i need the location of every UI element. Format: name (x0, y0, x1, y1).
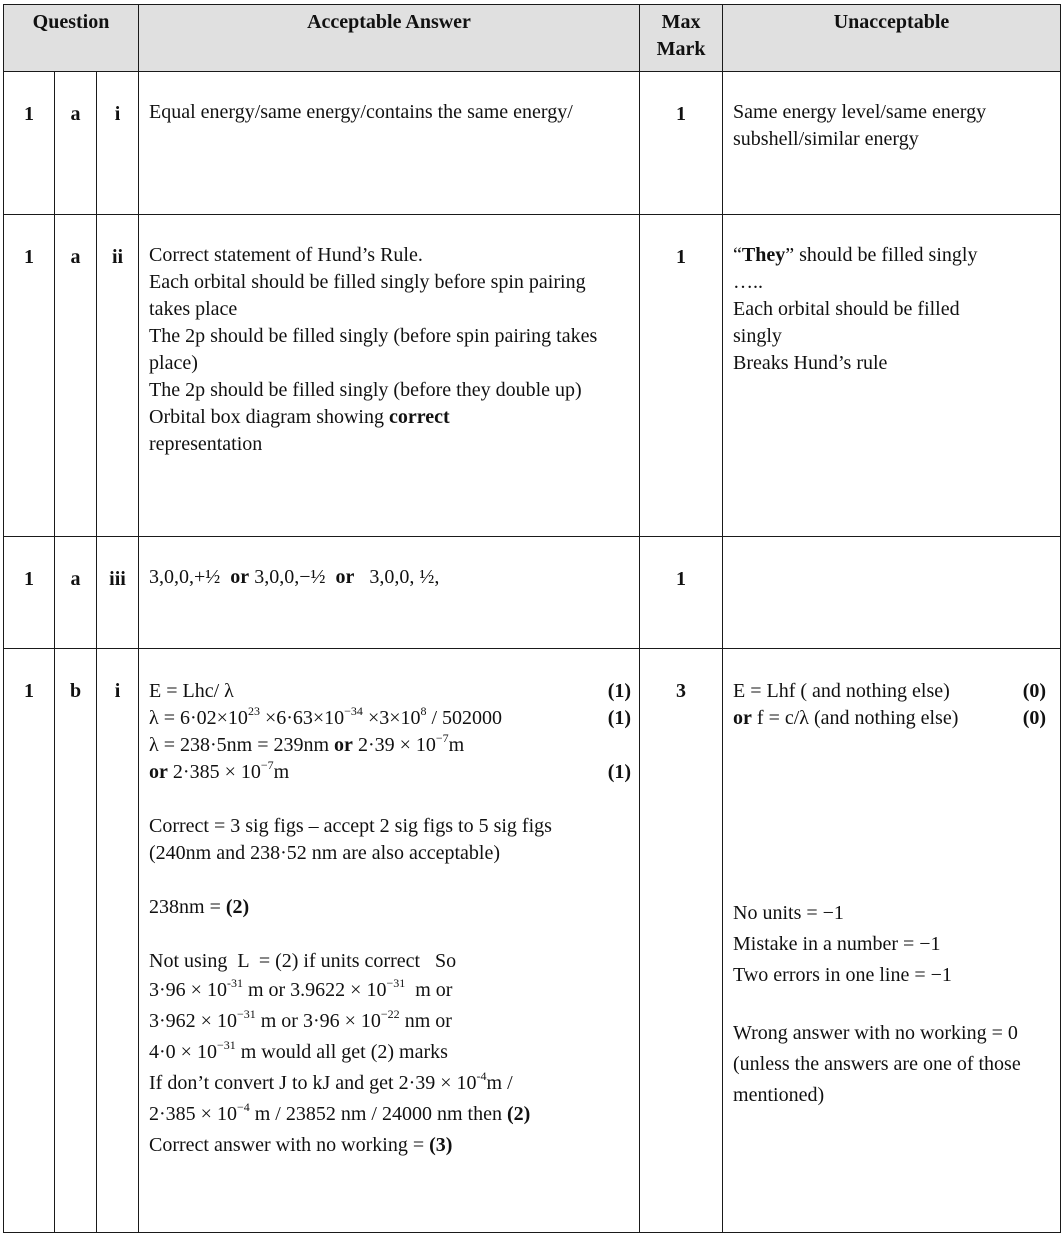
unacceptable-answer (723, 649, 1061, 1233)
equation-line (149, 705, 631, 732)
question-subpart: iii (97, 537, 139, 649)
equation-text: m (448, 734, 465, 756)
answer-text: m or 3·96 × 10 (255, 1010, 381, 1032)
exponent: -4 (476, 1069, 487, 1083)
question-subpart: i (97, 649, 139, 1233)
answer-line: representation (149, 433, 263, 455)
equation-line (149, 678, 631, 705)
unacceptable-line: Breaks Hund’s rule (733, 352, 888, 374)
or-label: or (334, 734, 353, 756)
spacer (733, 732, 1046, 898)
answer-option: 3,0,0,+½ (149, 566, 221, 588)
answer-option: 3,0,0,−½ (254, 566, 326, 588)
equation-text: E = Lhc/ λ (149, 680, 234, 702)
unacceptable-text: f = c/λ (and nothing else) (751, 707, 959, 729)
question-subpart: i (97, 72, 139, 215)
answer-line (149, 975, 631, 1006)
unacceptable-line: No units = −1 (733, 902, 844, 924)
answer-line (149, 1006, 631, 1037)
mark-allocation: (1) (607, 761, 632, 783)
question-number: 1 (4, 537, 55, 649)
mark-allocation: (0) (1022, 707, 1047, 729)
exponent: 23 (247, 704, 260, 718)
max-mark: 3 (640, 649, 723, 1233)
answer-line (149, 1068, 631, 1099)
equation-text: λ = 6·02×10 (149, 707, 248, 729)
max-mark: 1 (640, 215, 723, 537)
question-number: 1 (4, 215, 55, 537)
equation-text: λ = 238·5nm = 239nm (149, 734, 335, 756)
header-row (4, 5, 1061, 72)
mark-allocation: (3) (429, 1134, 453, 1156)
answer-line: The 2p should be filled singly (before they double up) (149, 379, 582, 401)
header-max-mark-line1: Max (661, 11, 701, 33)
answer-text: 4·0 × 10 (149, 1041, 217, 1063)
unacceptable-line (733, 242, 1052, 269)
unacceptable-answer (723, 215, 1061, 537)
unacceptable-line: ….. (733, 271, 764, 293)
exponent: −31 (386, 976, 406, 990)
unacceptable-line (733, 705, 1046, 732)
answer-line: Correct = 3 sig figs – accept 2 sig figs to 5 sig figs (149, 815, 552, 837)
unacceptable-text: Same energy level/same energy subshell/similar energy (733, 101, 987, 150)
equation-text: 2·39 × 10 (352, 734, 436, 756)
exponent: −31 (236, 1007, 256, 1021)
equation-line (149, 732, 631, 759)
answer-line: (240nm and 238·52 nm are also acceptable) (149, 842, 500, 864)
mark-allocation: (2) (506, 1103, 531, 1125)
question-number: 1 (4, 72, 55, 215)
unacceptable-emphasis: They (741, 244, 786, 266)
answer-text: Equal energy/same energy/contains the same energy/ (149, 101, 573, 123)
or-label: or (230, 566, 250, 588)
exponent: 8 (420, 704, 427, 718)
max-mark: 1 (640, 72, 723, 215)
spacer (149, 921, 631, 948)
or-label: or (335, 566, 355, 588)
exponent: -31 (226, 976, 243, 990)
equation-text: / 502000 (426, 707, 503, 729)
unacceptable-text: ” should be filled singly (785, 244, 978, 266)
unacceptable-line: Two errors in one line = −1 (733, 964, 952, 986)
answer-text: Orbital box diagram showing (149, 406, 384, 428)
answer-option: 3,0,0, ½, (369, 566, 440, 588)
answer-text: 3·962 × 10 (149, 1010, 237, 1032)
answer-line (149, 1099, 631, 1130)
question-part: b (55, 649, 97, 1233)
header-max-mark-line2: Mark (656, 38, 706, 60)
answer-line: Not using L = (2) if units correct So (149, 950, 457, 972)
table-row (4, 649, 1061, 1233)
acceptable-answer (139, 537, 640, 649)
question-part: a (55, 537, 97, 649)
answer-text: 238nm = (149, 896, 226, 918)
question-part: a (55, 72, 97, 215)
equation-text: 2·385 × 10 (167, 761, 261, 783)
spacer (149, 867, 631, 894)
acceptable-answer (139, 649, 640, 1233)
answer-emphasis: correct (388, 406, 450, 428)
answer-text: If don’t convert J to kJ and get 2·39 × 10 (149, 1072, 477, 1094)
unacceptable-line: Mistake in a number = −1 (733, 933, 941, 955)
mark-allocation: (0) (1022, 680, 1047, 702)
answer-text: Correct answer with no working = (149, 1134, 430, 1156)
exponent: −31 (216, 1038, 236, 1052)
unacceptable-text: E = Lhf ( and nothing else) (733, 680, 950, 702)
unacceptable-line (733, 678, 1046, 705)
answer-line (149, 1037, 631, 1068)
answer-text: 2·385 × 10 (149, 1103, 237, 1125)
answer-text: m would all get (2) marks (235, 1041, 448, 1063)
quote-open: “ (733, 244, 742, 266)
equation-text: ×3×10 (362, 707, 421, 729)
mark-allocation: (1) (607, 680, 632, 702)
answer-text: nm or (399, 1010, 452, 1032)
answer-text: m / (486, 1072, 513, 1094)
equation-text: ×6·63×10 (259, 707, 345, 729)
header-max-mark (640, 5, 723, 72)
exponent: −4 (236, 1100, 250, 1114)
question-subpart: ii (97, 215, 139, 537)
table-row (4, 72, 1061, 215)
table-row (4, 537, 1061, 649)
acceptable-answer (139, 72, 640, 215)
or-label: or (149, 761, 168, 783)
unacceptable-line: Wrong answer with no working = 0 (unless the answers are one of those mentioned) (733, 1022, 1021, 1106)
header-acceptable-answer: Acceptable Answer (139, 5, 640, 72)
equation-text: m (273, 761, 290, 783)
header-question: Question (4, 5, 139, 72)
answer-line (149, 1130, 631, 1161)
answer-line: Correct statement of Hund’s Rule. (149, 244, 423, 266)
answer-text: 3·96 × 10 (149, 979, 227, 1001)
unacceptable-line: Each orbital should be filled singly (733, 298, 960, 347)
exponent: −7 (260, 758, 274, 772)
answer-text: m or 3.9622 × 10 (242, 979, 387, 1001)
spacer (149, 786, 631, 813)
acceptable-answer (139, 215, 640, 537)
unacceptable-answer (723, 537, 1061, 649)
exponent: −7 (435, 731, 449, 745)
answer-line (149, 894, 631, 921)
exponent: −34 (344, 704, 363, 718)
question-number: 1 (4, 649, 55, 1233)
exponent: −22 (380, 1007, 400, 1021)
answer-line (149, 564, 631, 591)
answer-line: The 2p should be filled singly (before spin pairing takes place) (149, 325, 598, 374)
answer-text: m / 23852 nm / 24000 nm then (249, 1103, 507, 1125)
max-mark: 1 (640, 537, 723, 649)
header-unacceptable: Unacceptable (723, 5, 1061, 72)
question-part: a (55, 215, 97, 537)
mark-allocation: (2) (225, 896, 250, 918)
mark-scheme-table (3, 4, 1061, 1233)
mark-allocation: (1) (607, 707, 632, 729)
answer-text: m or (405, 979, 453, 1001)
answer-line: Each orbital should be filled singly before spin pairing takes place (149, 271, 586, 320)
table-row (4, 215, 1061, 537)
or-label: or (733, 707, 752, 729)
unacceptable-answer (723, 72, 1061, 215)
spacer (733, 991, 1046, 1018)
answer-line (149, 404, 631, 431)
equation-line (149, 759, 631, 786)
